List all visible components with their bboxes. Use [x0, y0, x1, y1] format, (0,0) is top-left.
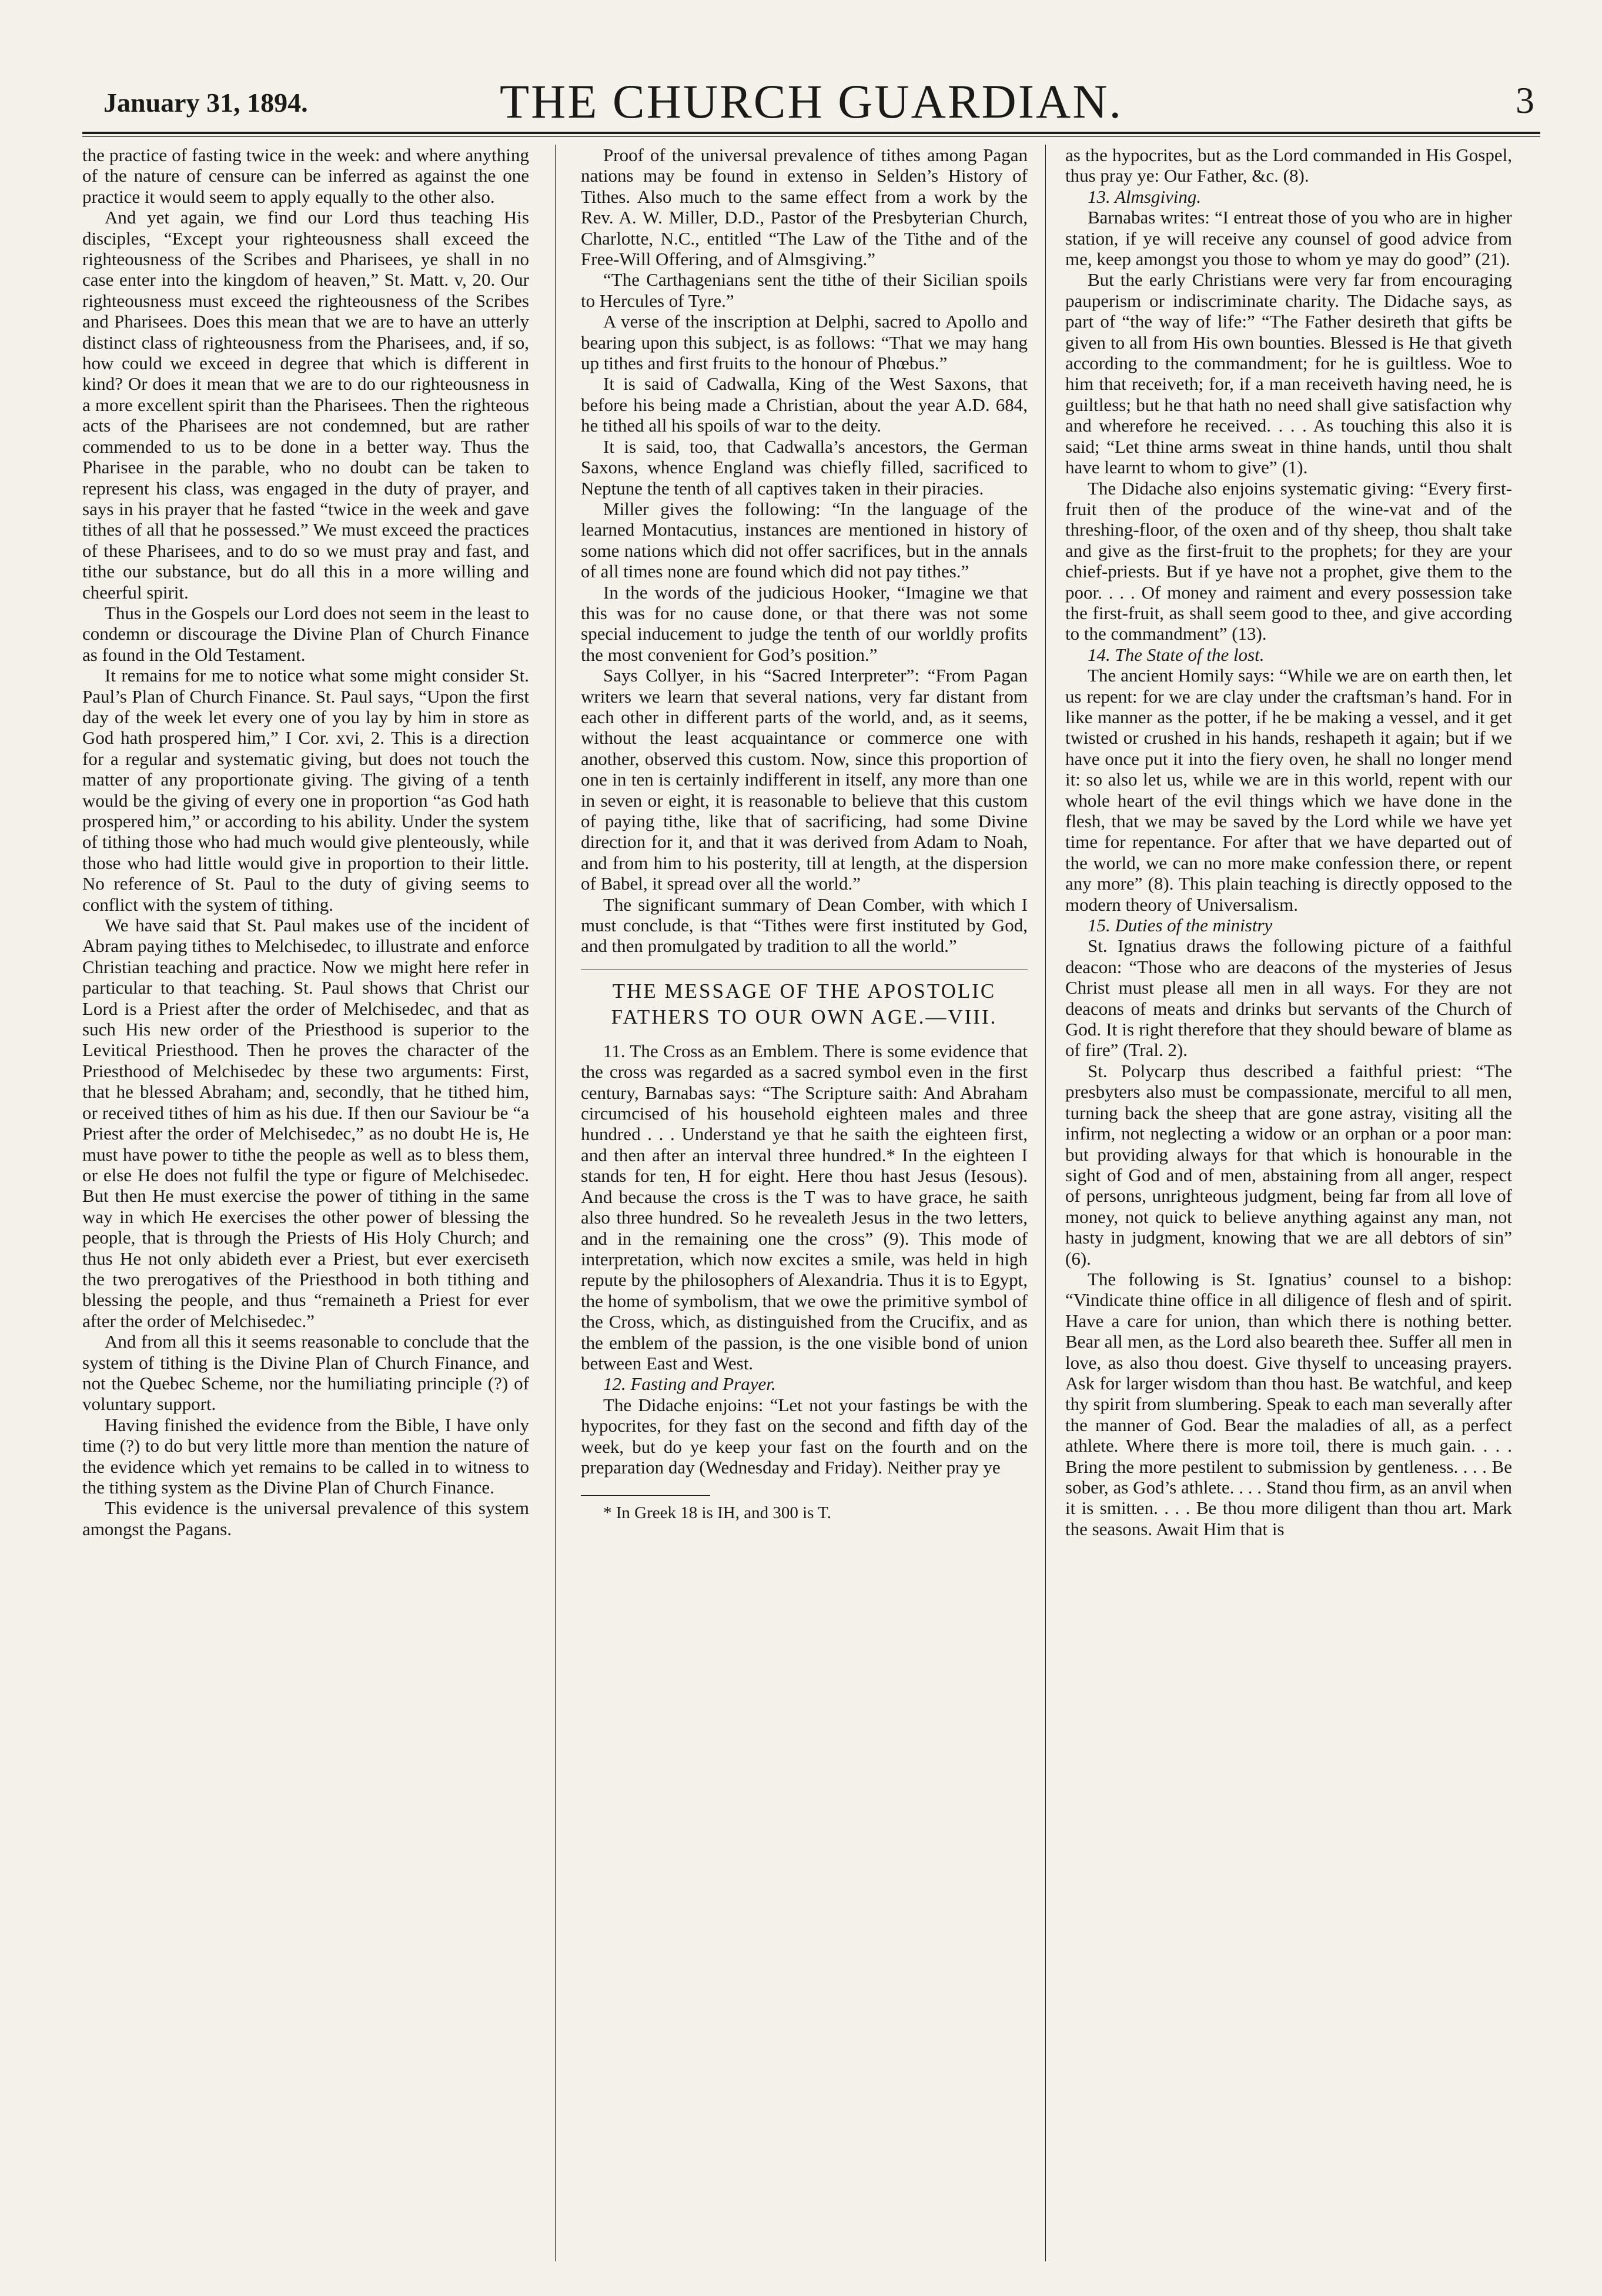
paragraph: Having finished the evidence from the Bible, I have only time (?) to do but very little more than mention the nature of the evidence which yet remains to be called in to witness to the tithing system as the Divine Plan of Church Finance.	[82, 1414, 529, 1498]
paragraph: We have said that St. Paul makes use of the incident of Abram paying tithes to Melchisedec, to illustrate and enforce Christian teaching and practice. Now we might here refer in particular to that teaching. St. Paul shows that Christ our Lord is a Priest after the order of Melchisedec, and that as such His new order of the Priesthood is superior to the Levitical Priesthood. Then he proves the character of the Priesthood of Melchisedec by these two arguments: First, that he blessed Abraham; and, secondly, that he tithed him, or received tithes of him as his due. If then our Saviour be “a Priest after the order of Melchisedec,” as no doubt He is, He must have power to tithe the people as well as to bless them, or else He does not fulfil the type or figure of Melchisedec. But then He must exercise the power of tithing in the same way in which He exercises the other power of blessing the people, that is through the Priests of His Holy Church; and thus He not only abideth ever a Priest, but ever exerciseth the two prerogatives of the Priesthood in both tithing and blessing the people, and thus “remaineth a Priest for ever after the order of Melchisedec.”	[82, 915, 529, 1331]
paragraph: St. Polycarp thus described a faithful priest: “The presbyters also must be compassionate, merciful to all men, turning back the sheep that are gone astray, visiting all the infirm, not neglecting a widow or an orphan or a poor man: but providing always for that which is honourable in the sight of God and of men, abstaining from all anger, respect of persons, unrighteous judgment, being far from all love of money, not quick to believe anything against any man, not hasty in judgment, knowing that we are all debtors of sin” (6).	[1065, 1060, 1512, 1269]
section-subheading: 12. Fasting and Prayer.	[603, 1373, 776, 1395]
masthead-rule-thin	[82, 136, 1540, 137]
paragraph: 11. The Cross as an Emblem. There is some evidence that the cross was regarded as a sacred symbol even in the first century, Barnabas says: “The Scripture saith: And Abraham circumcised of his household eighteen males and three hundred . . . Understand ye that he saith the eighteen first, and then after an interval three hundred.* In the eighteen I stands for ten, H for eight. Here thou hast Jesus (Iesous). And because the cross is the T was to have grace, he saith also three hundred. So he revealeth Jesus in the two letters, and in the remaining one the cross” (9). This mode of interpretation, which now excites a smile, was held in high repute by the philosophers of Alexandria. Thus it is to Egypt, the home of symbolism, that we owe the primitive symbol of the Cross, which, as distinguished from the Crucifix, and as the emblem of the passion, is the one visible bond of union between East and West.	[581, 1040, 1028, 1373]
paragraph: It remains for me to notice what some might consider St. Paul’s Plan of Church Finance. St. Paul says, “Upon the first day of the week let every one of you lay by him in store as God hath prospered him,” I Cor. xvi, 2. This is a direction for a regular and systematic giving, but does not touch the matter of any proportionate giving. The giving of a tenth would be the giving of every one in proportion “as God hath prospered him,” or according to his ability. Under the system of tithing those who had much would give plenteously, while those who had little would give in proportion to their little. No reference of St. Paul to the duty of giving seems to conflict with the system of tithing.	[82, 665, 529, 915]
section-subheading: 13. Almsgiving.	[1088, 186, 1202, 207]
masthead-rule	[82, 132, 1540, 134]
paragraph: It is said of Cadwalla, King of the West Saxons, that before his being made a Christian, about the year A.D. 684, he tithed all his spoils of war to the deity.	[581, 373, 1028, 436]
newspaper-title: THE CHURCH GUARDIAN.	[500, 75, 1123, 128]
masthead	[82, 69, 1540, 134]
column-3	[1065, 145, 1512, 2261]
paragraph: The significant summary of Dean Comber, with which I must conclude, is that “Tithes were first instituted by God, and then promulgated by tradition to all the world.”	[581, 894, 1028, 957]
paragraph: The Didache enjoins: “Let not your fastings be with the hypocrites, for they fast on the second and fifth day of the week, but do ye keep your fast on the fourth and on the preparation day (Wednesday and Friday). Neither pray ye	[581, 1394, 1028, 1478]
section-subheading: 14. The State of the lost.	[1088, 644, 1265, 665]
paragraph: It is said, too, that Cadwalla’s ancestors, the German Saxons, whence England was chiefly filled, sacrificed to Neptune the tenth of all captives taken in their piracies.	[581, 436, 1028, 499]
footnote: * In Greek 18 is IH, and 300 is T.	[603, 1503, 831, 1523]
paragraph: Barnabas writes: “I entreat those of you who are in higher station, if ye will receive any counsel of good advice from me, keep amongst you those to whom ye may do good” (21).	[1065, 207, 1512, 270]
paragraph: This evidence is the universal prevalence of this system amongst the Pagans.	[82, 1498, 529, 1539]
article-heading-line: THE MESSAGE OF THE APOSTOLIC	[612, 979, 996, 1002]
paragraph: Thus in the Gospels our Lord does not seem in the least to condemn or discourage the Divine Plan of Church Finance as found in the Old Testament.	[82, 602, 529, 665]
paragraph: as the hypocrites, but as the Lord commanded in His Gospel, thus pray ye: Our Father, &c. (8).	[1065, 145, 1512, 186]
paragraph: Miller gives the following: “In the language of the learned Montacutius, instances are mentioned in history of some nations which did not offer sacrifices, but in the annals of all times none are found which did not pay tithes.”	[581, 498, 1028, 582]
paragraph: The Didache also enjoins systematic giving: “Every first-fruit then of the produce of the wine-vat and of the threshing-floor, of the oxen and of thy sheep, thou shalt take and give as the first-fruit to the prophets; for they are your chief-priests. But if ye have not a prophet, give them to the poor. . . . Of money and raiment and every possession take the first-fruit, as shall seem good to thee, and give according to the commandment” (13).	[1065, 477, 1512, 644]
page-number: 3	[1516, 79, 1534, 121]
paragraph: And from all this it seems reasonable to conclude that the system of tithing is the Divine Plan of Church Finance, and not the Quebec Scheme, nor the humiliating principle (?) of voluntary support.	[82, 1331, 529, 1415]
paragraph: And yet again, we find our Lord thus teaching His disciples, “Except your righteousness shall exceed the righteousness of the Scribes and Pharisees, ye shall in no case enter into the kingdom of heaven,” St. Matt. v, 20. Our righteousness must exceed the righteousness of the Scribes and Pharisees. Does this mean that we are to have an utterly distinct class of righteousness from the Pharisees, and, if so, how could we exceed in degree that which is different in kind? Or does it mean that we are to do our righteousness in a more excellent spirit than the Pharisees. Then the righteous acts of the Pharisees are not condemned, but are rather commended to us to be done in a better way. Thus the Pharisee in the parable, who no doubt can be taken to represent his class, was engaged in the duty of prayer, and says in his prayer that he fasted “twice in the week and gave tithes of all that he possessed.” We must exceed the practices of these Pharisees, and to do so we must pray and fast, and tithe our substance, but do all this in a more willing and cheerful spirit.	[82, 207, 529, 603]
column-1	[82, 145, 529, 2261]
paragraph: St. Ignatius draws the following picture of a faithful deacon: “Those who are deacons of the mysteries of Jesus Christ must please all men in all ways. For they are not deacons of meats and drinks but servants of the Church of God. It is right therefore that they should beware of blame as of fire” (Tral. 2).	[1065, 935, 1512, 1061]
article-heading	[581, 970, 1028, 1030]
paragraph: the practice of fasting twice in the week: and where anything of the nature of censure can be inferred as against the one practice it would seem to apply equally to the other also.	[82, 145, 529, 207]
column-divider	[1045, 145, 1046, 2261]
issue-date: January 31, 1894.	[103, 88, 308, 118]
paragraph: Says Collyer, in his “Sacred Interpreter”: “From Pagan writers we learn that several nations, very far distant from each other in different parts of the world, and, as it seems, without the least acquaintance or commerce one with another, observed this custom. Now, since this proportion of one in ten is certainly indifferent in itself, any more than one in seven or eight, it is reasonable to believe that this custom of paying tithe, like that of sacrificing, had some Divine direction for it, and that it was derived from Adam to Noah, and from him to his posterity, till at length, at the dispersion of Babel, it spread over all the world.”	[581, 665, 1028, 894]
paragraph: But the early Christians were very far from encouraging pauperism or indiscriminate charity. The Didache says, as part of “the way of life:” “The Father desireth that gifts be given to all from His own bounties. Blessed is He that giveth according to the commandment; for he is guiltless. Woe to him that receiveth; for, if a man receiveth having need, he is guiltless; but he that hath no need shall give satisfaction why and wherefore he received. . . . As touching this also it is said; “Let thine arms sweat in thine hands, until thou shalt have learnt to whom to give” (1).	[1065, 269, 1512, 478]
article-heading-line: FATHERS TO OUR OWN AGE.—VIII.	[611, 1005, 998, 1028]
paragraph: A verse of the inscription at Delphi, sacred to Apollo and bearing upon this subject, is as follows: “That we may hang up tithes and first fruits to the honour of Phœbus.”	[581, 311, 1028, 374]
footnote-rule	[581, 1495, 710, 1496]
paragraph: The ancient Homily says: “While we are on earth then, let us repent: for we are clay under the craftsman’s hand. For in like manner as the potter, if he be making a vessel, and it get twisted or crushed in his hands, reshapeth it again; but if we have once put it into the fiery oven, he shall no longer mend it: so also let us, while we are in this world, repent with our whole heart of the evil things which we have done in the flesh, that we may be saved by the Lord while we have yet time for repentance. For after that we have departed out of the world, we can no more make confession there, or repent any more” (8). This plain teaching is directly opposed to the modern theory of Universalism.	[1065, 665, 1512, 915]
paragraph: Proof of the universal prevalence of tithes among Pagan nations may be found in extenso in Selden’s History of Tithes. Also much to the same effect from a work by the Rev. A. W. Miller, D.D., Pastor of the Presbyterian Church, Charlotte, N.C., entitled “The Law of the Tithe and of the Free-Will Offering, and of Almsgiving.”	[581, 145, 1028, 270]
paragraph: In the words of the judicious Hooker, “Imagine we that this was for no cause done, or that there was not some special inducement to judge the tenth of our worldly profits the most convenient for God’s position.”	[581, 581, 1028, 665]
column-divider	[555, 145, 556, 2261]
paragraph: The following is St. Ignatius’ counsel to a bishop: “Vindicate thine office in all diligence of flesh and of spirit. Have a care for union, than which there is nothing better. Bear all men, as the Lord also beareth thee. Suffer all men in love, as also thou doest. Give thyself to unceasing prayers. Ask for larger wisdom than thou hast. Be watchful, and keep thy spirit from slumbering. Speak to each man severally after the manner of God. Bear the maladies of all, as a perfect athlete. Where there is more toil, there is much gain. . . . Bring the more pestilent to submission by gentleness. . . . Be sober, as God’s athlete. . . . Stand thou firm, as an anvil when it is smitten. . . . Be thou more diligent than thou art. Mark the seasons. Await Him that is	[1065, 1268, 1512, 1539]
paragraph: “The Carthagenians sent the tithe of their Sicilian spoils to Hercules of Tyre.”	[581, 269, 1028, 311]
column-2	[581, 145, 1028, 2261]
section-subheading: 15. Duties of the ministry	[1088, 915, 1273, 936]
